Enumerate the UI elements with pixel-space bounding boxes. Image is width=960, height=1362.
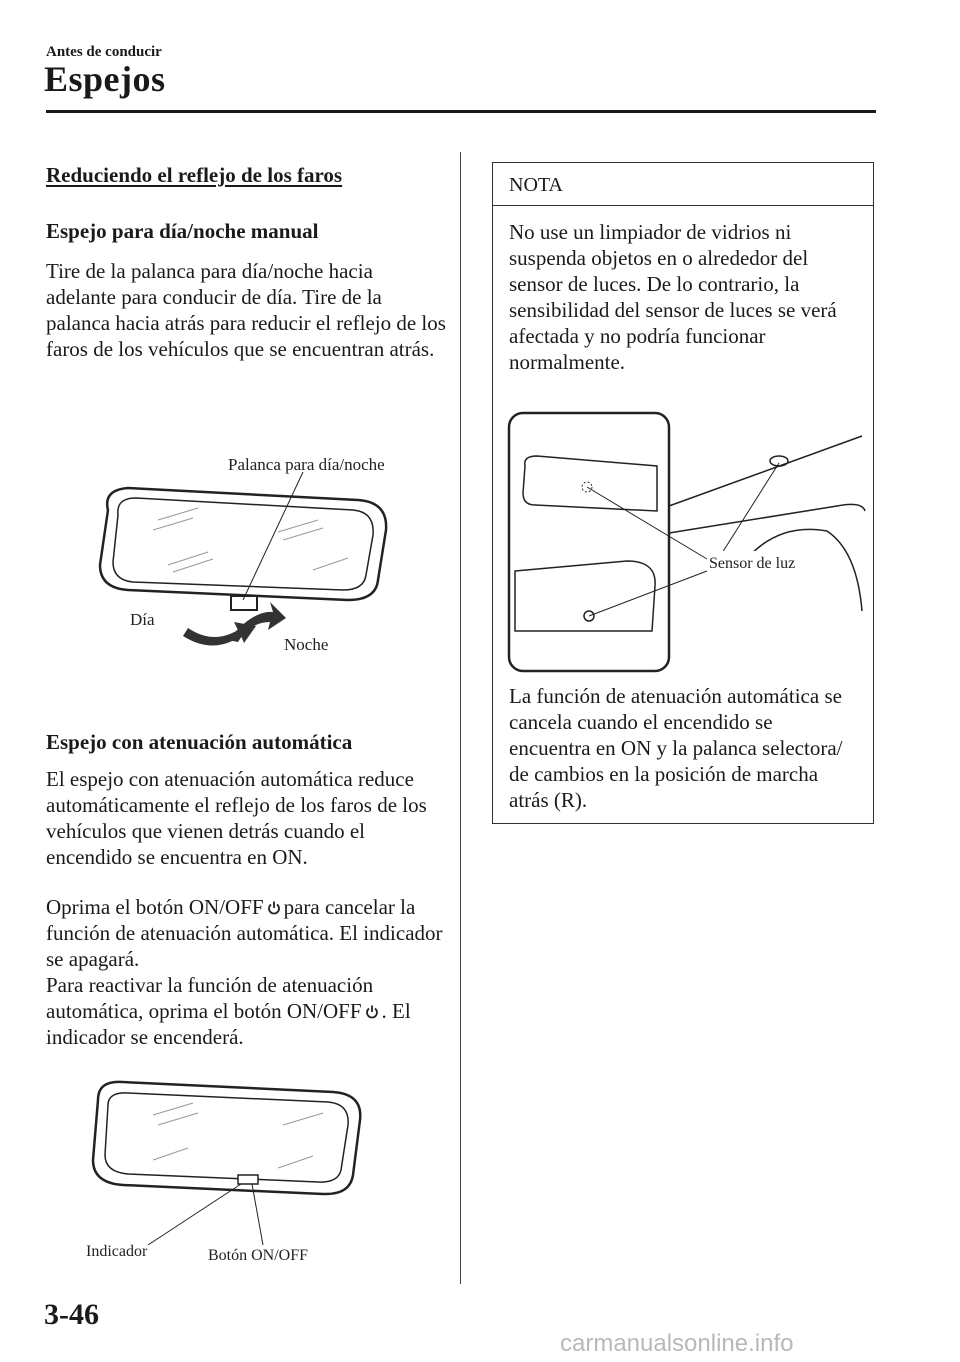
mirror-shape (93, 1082, 360, 1194)
power-icon (267, 901, 281, 915)
indicator-leader-line (148, 1184, 241, 1245)
instruction-part-a: Oprima el botón ON/OFF (46, 895, 264, 919)
mirror-glare-lines (153, 1103, 323, 1168)
car-body-line (669, 504, 865, 533)
title-rule (46, 110, 876, 113)
note-box (492, 162, 874, 824)
instruction-part-b: para cancelar la función de atenuación automática. El indicador se apagará. (46, 895, 443, 971)
page-number: 3-46 (44, 1298, 99, 1331)
label-lever: Palanca para día/noche (228, 455, 385, 474)
lever-leader-line (243, 472, 303, 600)
page-title: Espejos (44, 59, 166, 99)
section-label: Antes de conducir (46, 44, 162, 60)
mirror-shape (100, 488, 386, 600)
heading-reduce-glare: Reduciendo el reflejo de los faros (46, 163, 343, 187)
power-icon (365, 1005, 379, 1019)
column-divider (460, 152, 461, 1284)
note-text-2: La función de atenuación automática se cancela cuando el encendido se encuentra en ON y la palanca selectora/ de cambios en la posición de marcha atrás (R). (509, 684, 843, 812)
note-head-rule (493, 205, 873, 206)
note-title: NOTA (509, 174, 563, 196)
instruction-part-d: . El indicador se encenderá. (46, 999, 411, 1049)
auto-dimming-instructions (46, 894, 451, 1050)
manual-mirror-figure (88, 440, 428, 670)
manual-mirror-text: Tire de la palanca para día/noche hacia adelante para conducir de día. Tire de la palanca hacia atrás para reducir el reflejo de los faros de los vehículos que se encuentran atrás. (46, 259, 446, 361)
button-leader-line (252, 1184, 263, 1245)
heading-auto-dimming: Espejo con atenuación automática (46, 730, 353, 754)
label-indicator: Indicador (86, 1243, 148, 1260)
instruction-part-c: Para reactivar la función de atenuación automática, oprima el botón ON/OFF (46, 973, 374, 1023)
mounted-sensor (770, 456, 788, 466)
auto-dimming-mirror-figure (78, 1070, 378, 1270)
label-day: Día (130, 610, 155, 629)
inset-frame (509, 413, 669, 671)
watermark: carmanualsonline.info (560, 1330, 794, 1357)
label-button: Botón ON/OFF (208, 1247, 309, 1264)
light-sensor-figure (507, 411, 867, 673)
auto-dimming-text: El espejo con atenuación automática reduce automáticamente el reflejo de los faros de los vehículos que vienen detrás cuando el encendido se encuentra en ON. (46, 767, 427, 869)
indicator-and-button (238, 1175, 258, 1184)
label-sensor: Sensor de luz (709, 555, 796, 572)
mirror-glare-lines (153, 508, 348, 572)
heading-manual-mirror: Espejo para día/noche manual (46, 219, 319, 243)
windshield-edge (669, 436, 862, 506)
label-night: Noche (284, 635, 329, 654)
note-text: No use un limpiador de vidrios ni suspenda objetos en o alrededor del sensor de luces. De lo contrario, la sensibilidad del sensor de luces se verá afectada y no podría funcionar normalmente. (509, 220, 837, 374)
